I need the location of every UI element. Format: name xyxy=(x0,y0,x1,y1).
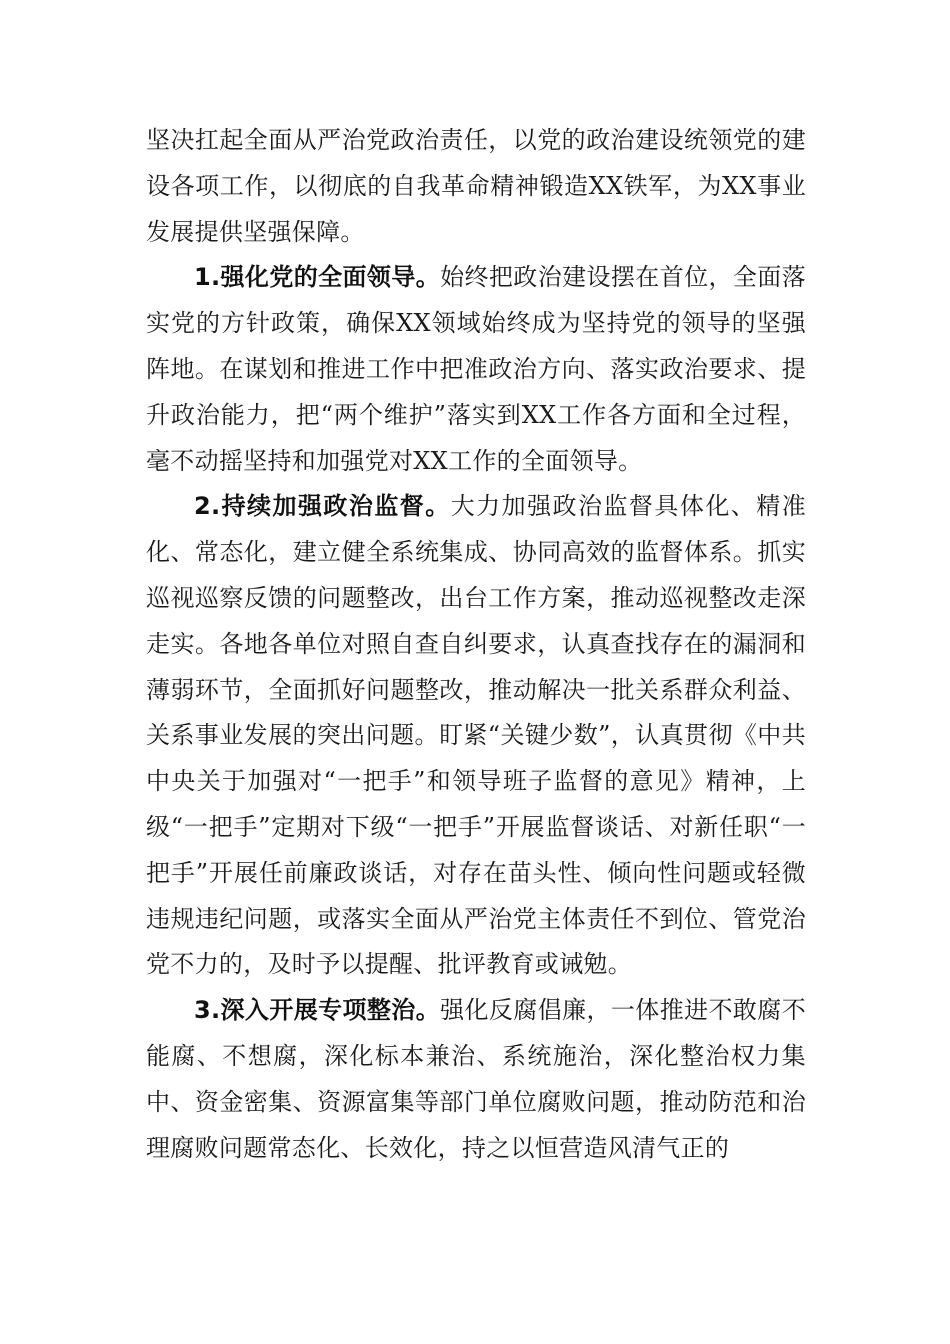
paragraph-text: 强化反腐倡廉，一体推进不敢腐不能腐、不想腐，深化标本兼治、系统施治，深化整治权力集中、资金密集、资源富集等部门单位腐败问题，推动防范和治理腐败问题常态化、长效化，持之以恒营造风清气正的 xyxy=(146,996,806,1162)
paragraph-section-3 xyxy=(146,988,806,1171)
paragraph-text: 坚决扛起全面从严治党政治责任，以党的政治建设统领党的建设各项工作，以彻底的自我革命精神锻造XX铁军，为XX事业发展提供坚强保障。 xyxy=(146,126,806,246)
paragraph-section-1 xyxy=(146,255,806,484)
paragraph-intro xyxy=(146,118,806,255)
document-body xyxy=(146,118,806,1171)
section-heading: 1.强化党的全面领导。 xyxy=(194,263,441,292)
paragraph-section-2 xyxy=(146,484,806,988)
section-heading: 2.持续加强政治监督。 xyxy=(194,492,451,521)
section-heading: 3.深入开展专项整治。 xyxy=(194,996,441,1025)
paragraph-text: 始终把政治建设摆在首位，全面落实党的方针政策，确保XX领域始终成为坚持党的领导的坚强阵地。在谋划和推进工作中把准政治方向、落实政治要求、提升政治能力，把“两个维护”落实到XX工作各方面和全过程，毫不动摇坚持和加强党对XX工作的全面领导。 xyxy=(146,263,806,475)
paragraph-text: 大力加强政治监督具体化、精准化、常态化，建立健全系统集成、协同高效的监督体系。抓实巡视巡察反馈的问题整改，出台工作方案，推动巡视整改走深走实。各地各单位对照自查自纠要求，认真查找存在的漏洞和薄弱环节，全面抓好问题整改，推动解决一批关系群众利益、关系事业发展的突出问题。盯紧“关键少数”，认真贯彻《中共中央关于加强对“一把手”和领导班子监督的意见》精神，上级“一把手”定期对下级“一把手”开展监督谈话、对新任职“一把手”开展任前廉政谈话，对存在苗头性、倾向性问题或轻微违规违纪问题，或落实全面从严治党主体责任不到位、管党治党不力的，及时予以提醒、批评教育或诫勉。 xyxy=(146,492,806,979)
